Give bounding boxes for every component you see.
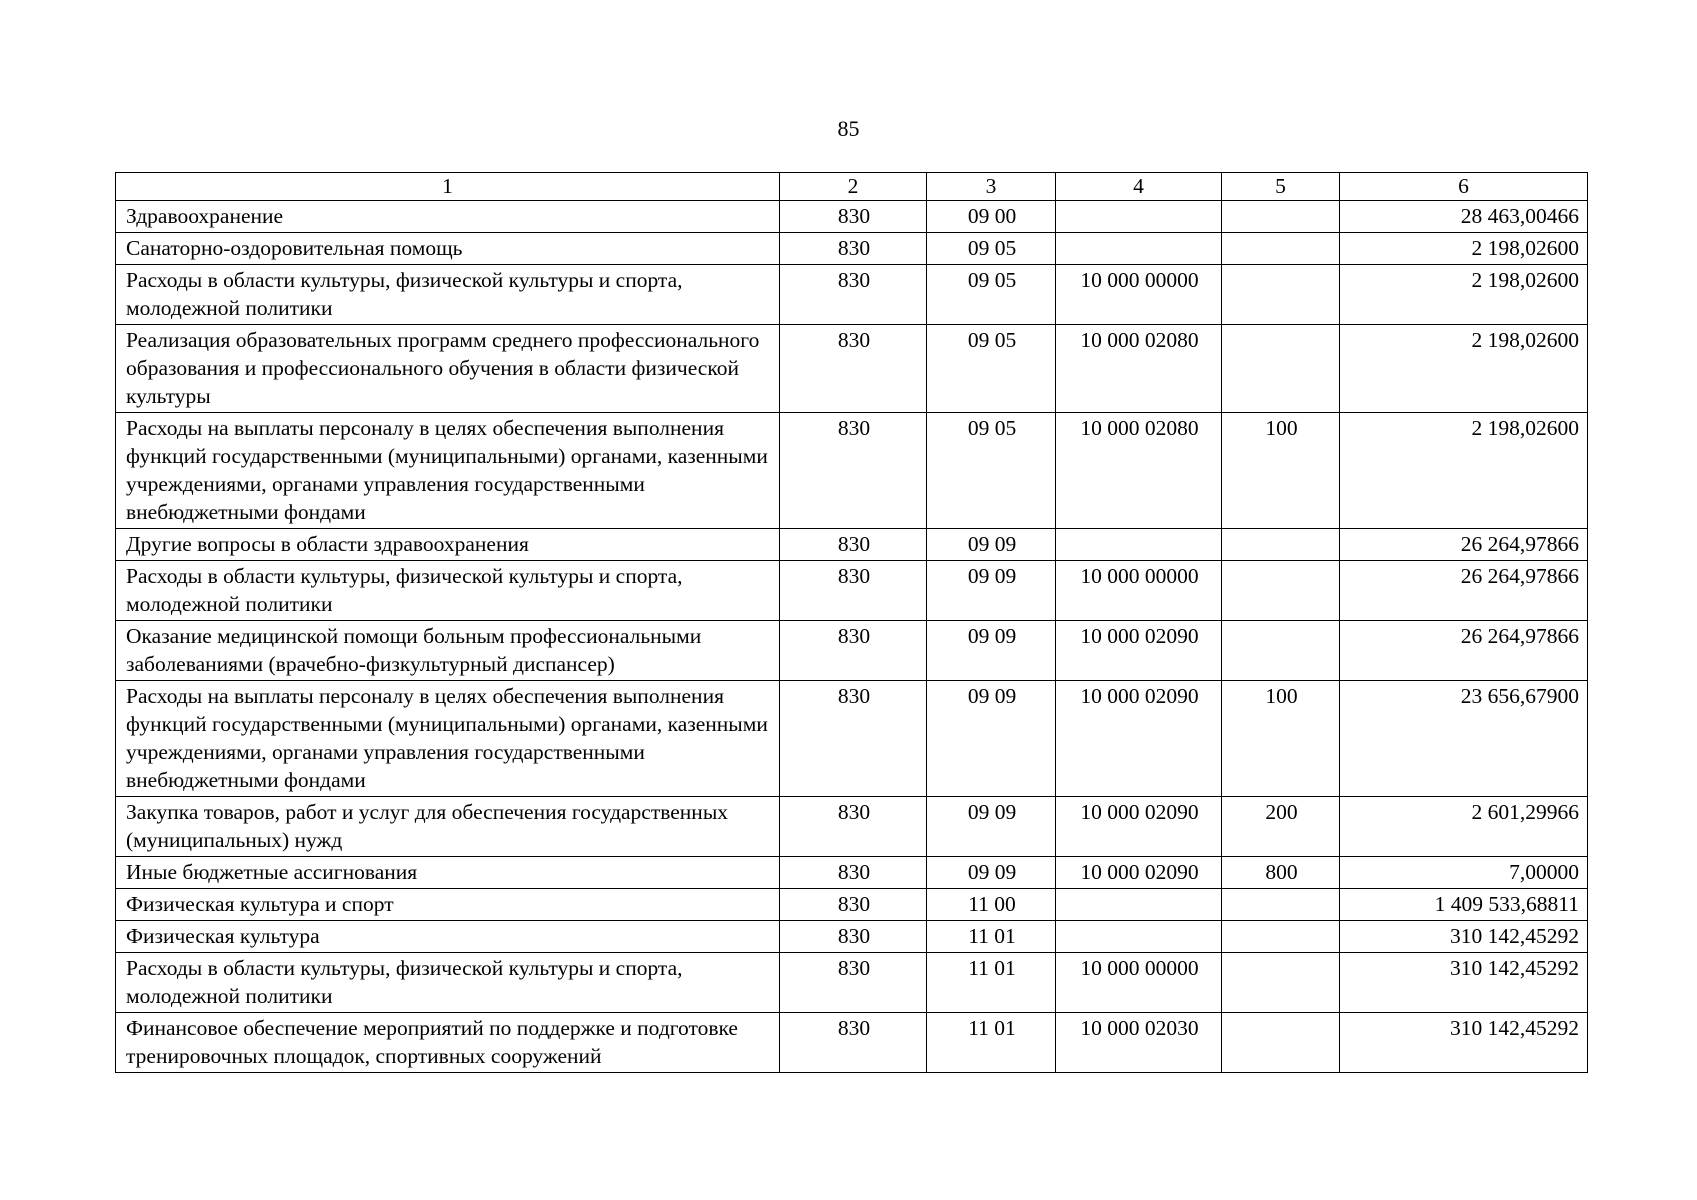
row-section-cell: 09 09 (927, 681, 1056, 797)
row-name-cell: Расходы в области культуры, физической культуры и спорта, молодежной политики (116, 561, 780, 621)
row-name-cell: Другие вопросы в области здравоохранения (116, 529, 780, 561)
table-row (116, 1013, 1588, 1073)
row-expense-type-cell (1222, 233, 1340, 265)
row-admin-code-cell: 830 (780, 233, 927, 265)
row-target-article-cell: 10 000 02090 (1056, 857, 1222, 889)
table-row (116, 797, 1588, 857)
row-admin-code-cell: 830 (780, 413, 927, 529)
row-name-cell: Реализация образовательных программ среднего профессионального образования и профессионального обучения в области физической культуры (116, 325, 780, 413)
row-expense-type-cell (1222, 325, 1340, 413)
table-row (116, 889, 1588, 921)
row-amount-cell: 2 198,02600 (1340, 325, 1588, 413)
row-expense-type-cell (1222, 953, 1340, 1013)
row-target-article-cell (1056, 201, 1222, 233)
row-section-cell: 09 00 (927, 201, 1056, 233)
row-target-article-cell: 10 000 00000 (1056, 953, 1222, 1013)
row-name-cell: Физическая культура (116, 921, 780, 953)
table-row (116, 681, 1588, 797)
row-amount-cell: 28 463,00466 (1340, 201, 1588, 233)
row-name-cell: Здравоохранение (116, 201, 780, 233)
row-admin-code-cell: 830 (780, 561, 927, 621)
row-target-article-cell: 10 000 02090 (1056, 797, 1222, 857)
column-header: 4 (1056, 173, 1222, 201)
row-section-cell: 11 01 (927, 921, 1056, 953)
row-name-cell: Расходы в области культуры, физической культуры и спорта, молодежной политики (116, 265, 780, 325)
row-amount-cell: 7,00000 (1340, 857, 1588, 889)
row-amount-cell: 2 198,02600 (1340, 265, 1588, 325)
row-amount-cell: 2 198,02600 (1340, 233, 1588, 265)
row-target-article-cell (1056, 529, 1222, 561)
row-section-cell: 11 01 (927, 953, 1056, 1013)
row-name-cell: Финансовое обеспечение мероприятий по поддержке и подготовке тренировочных площадок, спортивных сооружений (116, 1013, 780, 1073)
row-expense-type-cell (1222, 561, 1340, 621)
row-admin-code-cell: 830 (780, 953, 927, 1013)
row-amount-cell: 310 142,45292 (1340, 953, 1588, 1013)
row-target-article-cell: 10 000 02080 (1056, 325, 1222, 413)
row-amount-cell: 1 409 533,68811 (1340, 889, 1588, 921)
budget-table (115, 172, 1588, 1073)
row-expense-type-cell: 800 (1222, 857, 1340, 889)
row-admin-code-cell: 830 (780, 265, 927, 325)
table-header-row (116, 173, 1588, 201)
row-expense-type-cell (1222, 889, 1340, 921)
row-admin-code-cell: 830 (780, 201, 927, 233)
row-section-cell: 09 05 (927, 325, 1056, 413)
row-section-cell: 09 05 (927, 265, 1056, 325)
row-admin-code-cell: 830 (780, 797, 927, 857)
row-name-cell: Расходы на выплаты персоналу в целях обеспечения выполнения функций государственными (муниципальными) органами, казенными учреждениями, органами управления государственными внебюджетными фондами (116, 413, 780, 529)
row-expense-type-cell (1222, 265, 1340, 325)
table-row (116, 413, 1588, 529)
row-expense-type-cell: 200 (1222, 797, 1340, 857)
row-amount-cell: 2 601,29966 (1340, 797, 1588, 857)
row-expense-type-cell (1222, 201, 1340, 233)
row-expense-type-cell (1222, 621, 1340, 681)
row-expense-type-cell: 100 (1222, 413, 1340, 529)
table-row (116, 325, 1588, 413)
row-amount-cell: 26 264,97866 (1340, 621, 1588, 681)
row-admin-code-cell: 830 (780, 681, 927, 797)
row-name-cell: Расходы в области культуры, физической культуры и спорта, молодежной политики (116, 953, 780, 1013)
row-amount-cell: 26 264,97866 (1340, 561, 1588, 621)
row-amount-cell: 2 198,02600 (1340, 413, 1588, 529)
row-section-cell: 11 00 (927, 889, 1056, 921)
row-target-article-cell: 10 000 02090 (1056, 621, 1222, 681)
table-row (116, 201, 1588, 233)
row-target-article-cell: 10 000 00000 (1056, 561, 1222, 621)
row-target-article-cell: 10 000 02090 (1056, 681, 1222, 797)
row-amount-cell: 310 142,45292 (1340, 921, 1588, 953)
row-section-cell: 09 09 (927, 529, 1056, 561)
column-header: 1 (116, 173, 780, 201)
row-section-cell: 09 09 (927, 561, 1056, 621)
table-row (116, 233, 1588, 265)
row-section-cell: 11 01 (927, 1013, 1056, 1073)
table-row (116, 953, 1588, 1013)
row-target-article-cell (1056, 889, 1222, 921)
row-amount-cell: 310 142,45292 (1340, 1013, 1588, 1073)
row-amount-cell: 23 656,67900 (1340, 681, 1588, 797)
table-row (116, 561, 1588, 621)
table-row (116, 529, 1588, 561)
column-header: 5 (1222, 173, 1340, 201)
row-target-article-cell: 10 000 02030 (1056, 1013, 1222, 1073)
row-expense-type-cell: 100 (1222, 681, 1340, 797)
table-row (116, 621, 1588, 681)
row-target-article-cell: 10 000 00000 (1056, 265, 1222, 325)
row-section-cell: 09 09 (927, 857, 1056, 889)
row-name-cell: Санаторно-оздоровительная помощь (116, 233, 780, 265)
row-name-cell: Физическая культура и спорт (116, 889, 780, 921)
column-header: 2 (780, 173, 927, 201)
row-target-article-cell (1056, 921, 1222, 953)
row-section-cell: 09 09 (927, 621, 1056, 681)
row-name-cell: Иные бюджетные ассигнования (116, 857, 780, 889)
row-admin-code-cell: 830 (780, 529, 927, 561)
row-admin-code-cell: 830 (780, 1013, 927, 1073)
row-name-cell: Закупка товаров, работ и услуг для обеспечения государственных (муниципальных) нужд (116, 797, 780, 857)
row-admin-code-cell: 830 (780, 857, 927, 889)
table-row (116, 857, 1588, 889)
row-name-cell: Оказание медицинской помощи больным профессиональными заболеваниями (врачебно-физкультурный диспансер) (116, 621, 780, 681)
row-amount-cell: 26 264,97866 (1340, 529, 1588, 561)
table-row (116, 921, 1588, 953)
column-header: 3 (927, 173, 1056, 201)
row-admin-code-cell: 830 (780, 621, 927, 681)
row-admin-code-cell: 830 (780, 921, 927, 953)
row-section-cell: 09 05 (927, 413, 1056, 529)
row-section-cell: 09 05 (927, 233, 1056, 265)
row-target-article-cell (1056, 233, 1222, 265)
column-header: 6 (1340, 173, 1588, 201)
row-admin-code-cell: 830 (780, 325, 927, 413)
row-section-cell: 09 09 (927, 797, 1056, 857)
row-expense-type-cell (1222, 529, 1340, 561)
row-target-article-cell: 10 000 02080 (1056, 413, 1222, 529)
table-row (116, 265, 1588, 325)
page-number: 85 (837, 116, 860, 141)
row-admin-code-cell: 830 (780, 889, 927, 921)
row-expense-type-cell (1222, 921, 1340, 953)
row-name-cell: Расходы на выплаты персоналу в целях обеспечения выполнения функций государственными (муниципальными) органами, казенными учреждениями, органами управления государственными внебюджетными фондами (116, 681, 780, 797)
row-expense-type-cell (1222, 1013, 1340, 1073)
